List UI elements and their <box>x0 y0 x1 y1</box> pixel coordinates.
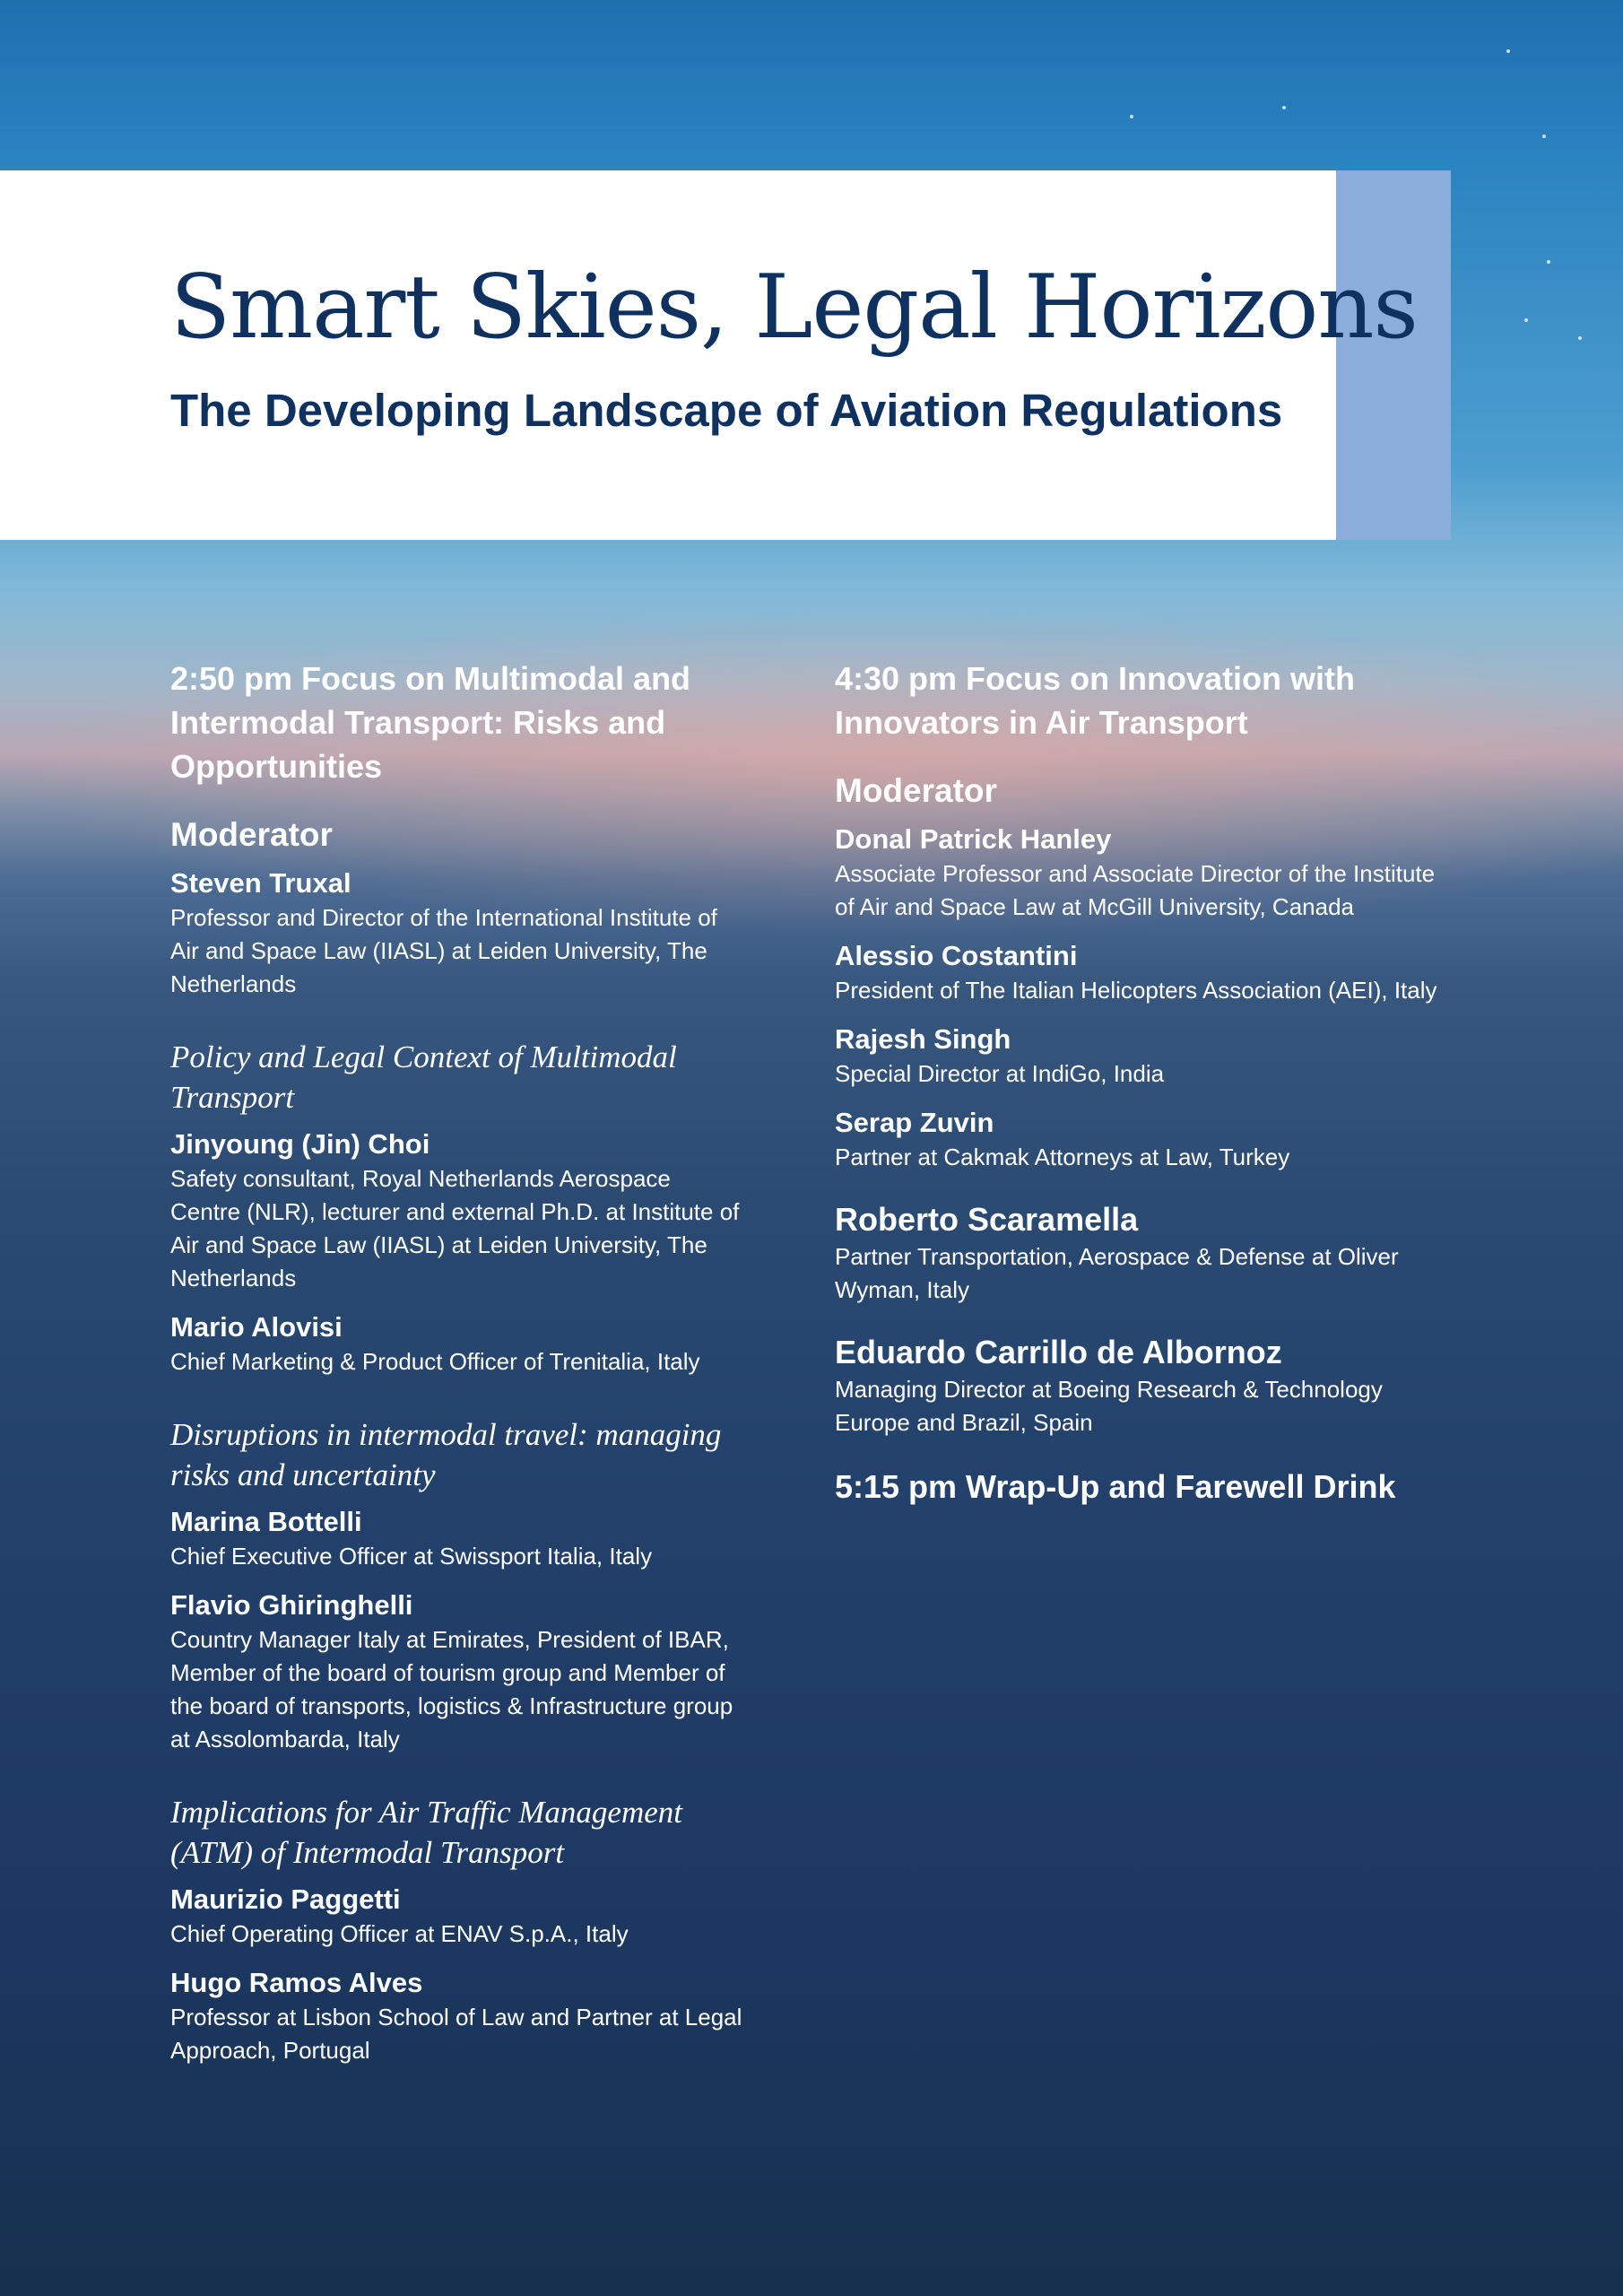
session-heading-430: 4:30 pm Focus on Innovation with Innovators in Air Transport <box>835 660 1356 741</box>
topic-heading: Disruptions in intermodal travel: managing risks and uncertainty <box>170 1417 722 1492</box>
session-heading-515: 5:15 pm Wrap-Up and Farewell Drink <box>835 1468 1396 1505</box>
speaker-description: Chief Executive Officer at Swissport Italia, Italy <box>170 1543 653 1570</box>
speaker-name: Serap Zuvin <box>835 1107 994 1138</box>
speaker-description: Professor and Director of the International Institute of Air and Space Law (IIASL) at Leiden University, The Netherlands <box>170 904 717 997</box>
moderator-label: Moderator <box>170 816 333 853</box>
speaker-description: Managing Director at Boeing Research & Technology Europe and Brazil, Spain <box>835 1376 1383 1436</box>
speaker-description: President of The Italian Helicopters Association (AEI), Italy <box>835 977 1437 1004</box>
speaker-description: Professor at Lisbon School of Law and Partner at Legal Approach, Portugal <box>170 2004 742 2064</box>
topic-heading: Implications for Air Traffic Management (ATM) of Intermodal Transport <box>170 1795 683 1870</box>
speaker-description: Safety consultant, Royal Netherlands Aerospace Centre (NLR), lecturer and external Ph.D. at Institute of Air and Space Law (IIASL) at Leiden University, The Netherlands <box>170 1165 740 1292</box>
topic-heading: Policy and Legal Context of Multimodal Transport <box>170 1039 677 1115</box>
speaker-name: Eduardo Carrillo de Albornoz <box>835 1334 1282 1370</box>
speaker-name: Rajesh Singh <box>835 1023 1011 1055</box>
speaker-name: Steven Truxal <box>170 867 352 899</box>
speaker-description: Special Director at IndiGo, India <box>835 1060 1165 1087</box>
session-heading-250: 2:50 pm Focus on Multimodal and Intermodal Transport: Risks and Opportunities <box>170 660 691 785</box>
page-title: Smart Skies, Legal Horizons <box>170 257 1418 359</box>
speaker-description: Partner Transportation, Aerospace & Defense at Oliver Wyman, Italy <box>835 1243 1399 1303</box>
speaker-description: Chief Marketing & Product Officer of Trenitalia, Italy <box>170 1348 700 1375</box>
left-program-column <box>170 657 744 2067</box>
speaker-description: Partner at Cakmak Attorneys at Law, Turkey <box>835 1144 1290 1170</box>
right-program-column <box>835 657 1445 1509</box>
speaker-name: Hugo Ramos Alves <box>170 1967 423 1998</box>
speaker-name: Maurizio Paggetti <box>170 1883 401 1915</box>
speaker-name: Donal Patrick Hanley <box>835 823 1112 855</box>
page-subtitle: The Developing Landscape of Aviation Regulations <box>170 385 1283 436</box>
speaker-description: Associate Professor and Associate Director of the Institute of Air and Space Law at McGill University, Canada <box>835 860 1436 920</box>
speaker-description: Chief Operating Officer at ENAV S.p.A., Italy <box>170 1920 629 1947</box>
speaker-description: Country Manager Italy at Emirates, President of IBAR, Member of the board of tourism group and Member of the board of transports, logistics & Infrastructure group at Assolombarda, Italy <box>170 1626 733 1752</box>
speaker-name: Jinyoung (Jin) Choi <box>170 1128 430 1160</box>
moderator-label: Moderator <box>835 772 997 809</box>
speaker-name: Flavio Ghiringhelli <box>170 1589 413 1621</box>
speaker-name: Alessio Costantini <box>835 940 1078 971</box>
speaker-name: Marina Bottelli <box>170 1506 362 1537</box>
speaker-name: Mario Alovisi <box>170 1311 343 1343</box>
speaker-name: Roberto Scaramella <box>835 1201 1139 1238</box>
